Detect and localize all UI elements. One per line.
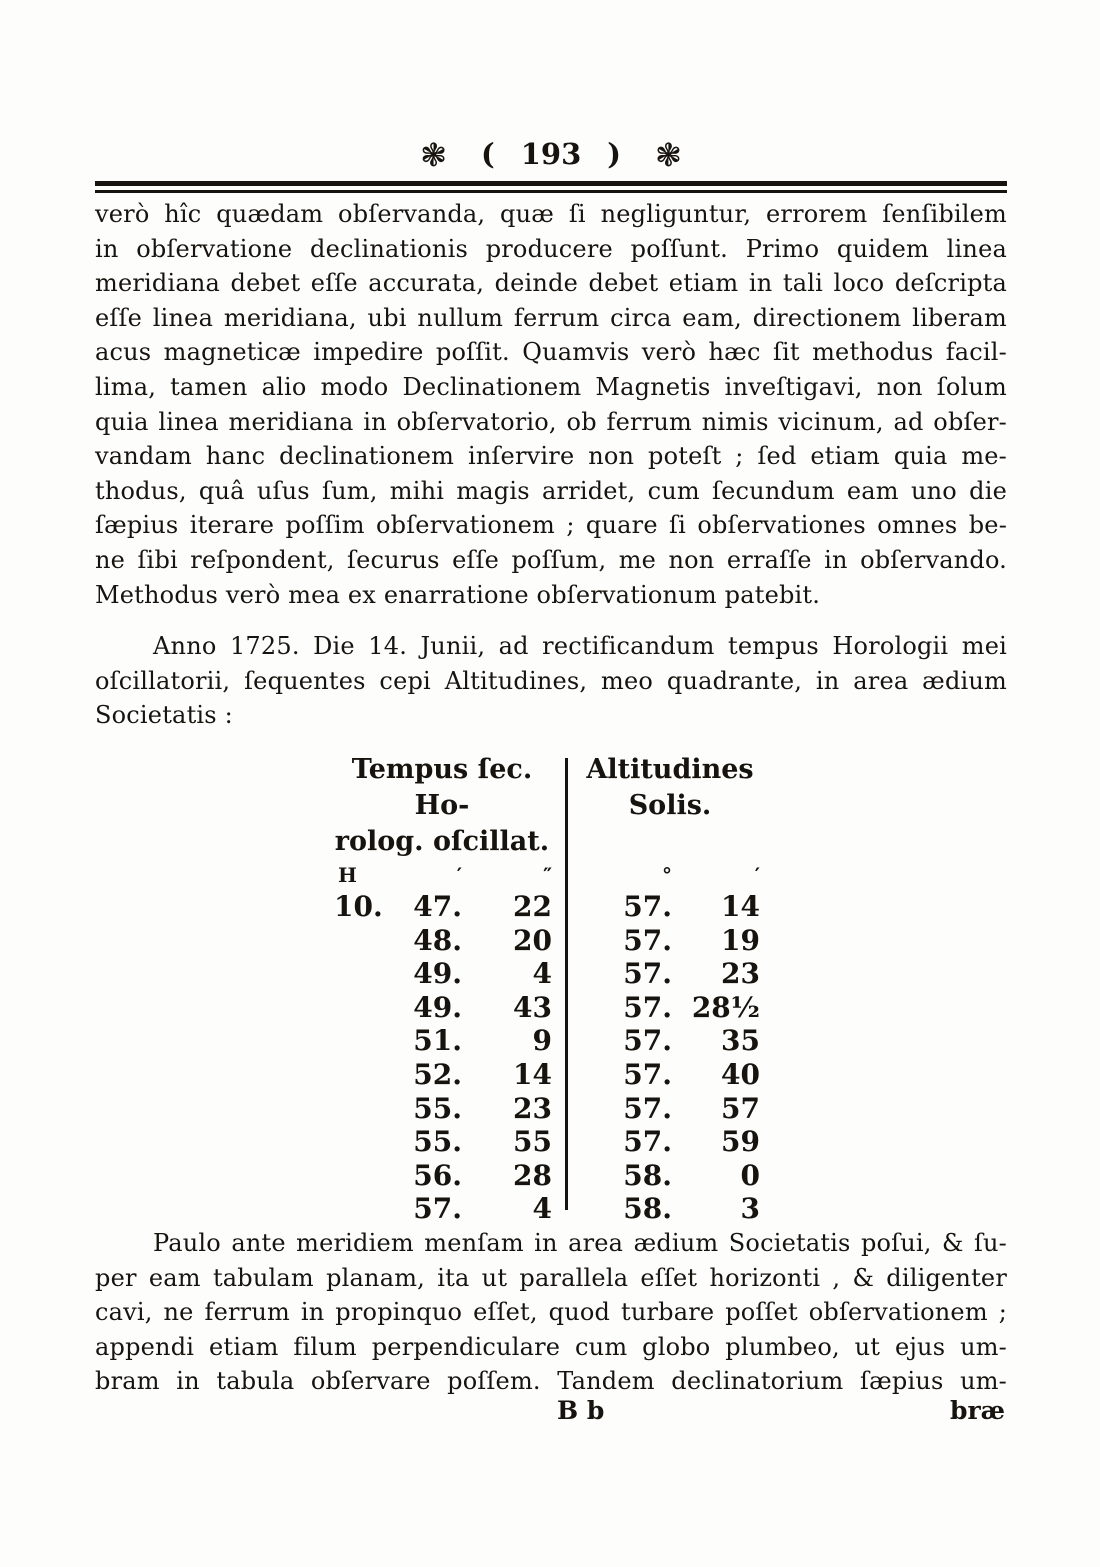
table-row bbox=[332, 1024, 762, 1058]
text-line: bram in tabula obſervare poſſem. Tandem declinatorium ſæpius um- bbox=[95, 1367, 1007, 1396]
table-column-divider bbox=[565, 758, 568, 1210]
text-line: Anno 1725. Die 14. Junii, ad rectificandum tempus Horologii mei bbox=[153, 632, 1007, 660]
cell-minute: 57. bbox=[413, 1192, 462, 1226]
unit-minutes: ′ bbox=[456, 863, 462, 887]
column-header-line: Altitudines bbox=[586, 754, 754, 785]
text-line: Paulo ante meridiem menſam in area ædium Societatis poſui, & ſu- bbox=[153, 1229, 1007, 1257]
cell-arcminute: 40 bbox=[721, 1057, 760, 1091]
cell-hour: 10. bbox=[334, 890, 383, 923]
cell-hour bbox=[332, 1024, 382, 1058]
cell-hour bbox=[332, 957, 382, 991]
cell-arcminute: 0 bbox=[740, 1158, 760, 1192]
cell-hour bbox=[332, 1192, 382, 1226]
text-line: Methodus verò mea ex enarratione obſervationum patebit. bbox=[95, 580, 821, 609]
cell-degree: 57. bbox=[623, 1057, 672, 1091]
text-line: quia linea meridiana in obſervatorio, ob ferrum nimis vicinum, ad obſer- bbox=[95, 407, 1007, 436]
cell-arcminute: 19 bbox=[721, 923, 760, 957]
table-row bbox=[332, 1058, 762, 1092]
close-paren: ) bbox=[607, 137, 621, 171]
text-line: lima, tamen alio modo Declinationem Magnetis inveſtigavi, non ſolum bbox=[95, 372, 1007, 401]
observation-table bbox=[332, 752, 762, 1226]
cell-hour bbox=[332, 991, 382, 1025]
cell-degree: 58. bbox=[623, 1158, 672, 1192]
table-row bbox=[332, 1125, 762, 1159]
cell-degree: 57. bbox=[623, 990, 672, 1024]
cell-degree: 57. bbox=[623, 890, 672, 923]
page-header bbox=[95, 134, 1007, 172]
text-line: vandam hanc declinationem inſervire non poteſt ; ſed etiam quia me- bbox=[95, 442, 1007, 471]
cell-degree: 57. bbox=[623, 923, 672, 957]
cell-second: 20 bbox=[513, 923, 552, 957]
column-header-line: Solis. bbox=[628, 790, 712, 821]
cell-minute: 56. bbox=[413, 1158, 462, 1192]
cell-hour bbox=[332, 1092, 382, 1126]
unit-seconds: ″ bbox=[543, 863, 552, 887]
cell-minute: 49. bbox=[413, 957, 462, 991]
unit-degrees: ° bbox=[662, 863, 672, 887]
text-line: ſæpius iterare poſſim obſervationem ; quare ſi obſervationes omnes be- bbox=[95, 511, 1007, 540]
cell-second: 43 bbox=[513, 990, 552, 1024]
cell-minute: 55. bbox=[413, 1091, 462, 1125]
cell-minute: 47. bbox=[413, 890, 462, 923]
page-number-group bbox=[481, 137, 621, 171]
cell-hour bbox=[332, 1058, 382, 1092]
cell-minute: 49. bbox=[413, 990, 462, 1024]
cell-second: 28 bbox=[513, 1158, 552, 1192]
table-row bbox=[332, 890, 762, 924]
cell-minute: 51. bbox=[413, 1024, 462, 1058]
cell-arcminute: 14 bbox=[721, 890, 760, 923]
cell-degree: 57. bbox=[623, 1091, 672, 1125]
cell-minute: 48. bbox=[413, 923, 462, 957]
cell-degree: 57. bbox=[623, 1024, 672, 1058]
text-line: Societatis : bbox=[95, 701, 233, 730]
cell-arcminute: 28½ bbox=[691, 990, 760, 1024]
cell-minute: 52. bbox=[413, 1057, 462, 1091]
footer-line bbox=[95, 1396, 1007, 1436]
cell-degree: 58. bbox=[623, 1192, 672, 1226]
cell-second: 4 bbox=[532, 1192, 552, 1226]
column-header-line: Tempus ſec. Ho- bbox=[351, 754, 533, 821]
cell-second: 22 bbox=[513, 890, 552, 923]
signature-mark: B b bbox=[557, 1396, 605, 1425]
cell-hour bbox=[332, 1125, 382, 1159]
column-header-altitudines bbox=[580, 752, 760, 860]
cell-arcminute: 57 bbox=[721, 1091, 760, 1125]
catchword: bræ bbox=[949, 1396, 1005, 1425]
text-line: oſcillatorii, ſequentes cepi Altitudines, meo quadrante, in area ædium bbox=[95, 666, 1007, 695]
paragraph-2 bbox=[95, 629, 1007, 733]
cell-minute: 55. bbox=[413, 1125, 462, 1159]
text-line: verò hîc quædam obſervanda, quæ ſi negliguntur, errorem ſenſibilem bbox=[95, 200, 1007, 228]
text-line: appendi etiam filum perpendiculare cum globo plumbeo, ut ejus um- bbox=[95, 1332, 1007, 1361]
cell-second: 55 bbox=[513, 1125, 552, 1159]
table-units-row bbox=[332, 860, 762, 890]
fleuron-icon: ❃ bbox=[420, 136, 447, 174]
cell-arcminute: 23 bbox=[721, 957, 760, 991]
table-row bbox=[332, 1092, 762, 1126]
table-row bbox=[332, 991, 762, 1025]
text-line: meridiana debet eſſe accurata, deinde debet etiam in tali loco deſcripta bbox=[95, 269, 1007, 298]
table-row bbox=[332, 957, 762, 991]
cell-hour bbox=[332, 924, 382, 958]
cell-arcminute: 59 bbox=[721, 1125, 760, 1159]
text-line: in obſervatione declinationis producere poſſunt. Primo quidem linea bbox=[95, 234, 1007, 263]
cell-hour bbox=[332, 1159, 382, 1193]
table-header bbox=[332, 752, 762, 860]
paragraph-1 bbox=[95, 197, 1007, 612]
cell-degree: 57. bbox=[623, 1125, 672, 1159]
column-header-tempus bbox=[332, 752, 552, 860]
paragraph-3 bbox=[95, 1226, 1007, 1399]
cell-arcminute: 35 bbox=[721, 1024, 760, 1058]
cell-arcminute: 3 bbox=[740, 1192, 760, 1226]
text-line: per eam tabulam planam, ita ut parallela eſſet horizonti , & diligenter bbox=[95, 1263, 1007, 1292]
unit-arcminutes: ′ bbox=[754, 863, 760, 887]
cell-second: 4 bbox=[532, 957, 552, 991]
text-line: cavi, ne ferrum in propinquo eſſet, quod turbare poſſet obſervationem ; bbox=[95, 1298, 1007, 1327]
cell-second: 14 bbox=[513, 1057, 552, 1091]
text-line: acus magneticæ impedire poſſit. Quamvis verò hæc ſit methodus facil- bbox=[95, 338, 1007, 367]
table-row bbox=[332, 1192, 762, 1226]
cell-second: 9 bbox=[532, 1024, 552, 1058]
header-rule bbox=[95, 181, 1007, 193]
column-header-line: rolog. oſcillat. bbox=[334, 826, 550, 857]
cell-degree: 57. bbox=[623, 957, 672, 991]
fleuron-icon: ❃ bbox=[655, 136, 682, 174]
cell-second: 23 bbox=[513, 1091, 552, 1125]
unit-hours: H bbox=[338, 863, 357, 887]
open-paren: ( bbox=[480, 137, 495, 171]
text-line: eſſe linea meridiana, ubi nullum ferrum circa eam, directionem liberam bbox=[95, 303, 1007, 332]
text-line: ne ſibi reſpondent, ſecurus eſſe poſſum, me non erraſſe in obſervando. bbox=[95, 545, 1007, 574]
text-line: thodus, quâ uſus ſum, mihi magis arridet, cum ſecundum eam uno die bbox=[95, 476, 1007, 505]
table-row bbox=[332, 924, 762, 958]
table-row bbox=[332, 1159, 762, 1193]
page-number: 193 bbox=[520, 137, 582, 171]
